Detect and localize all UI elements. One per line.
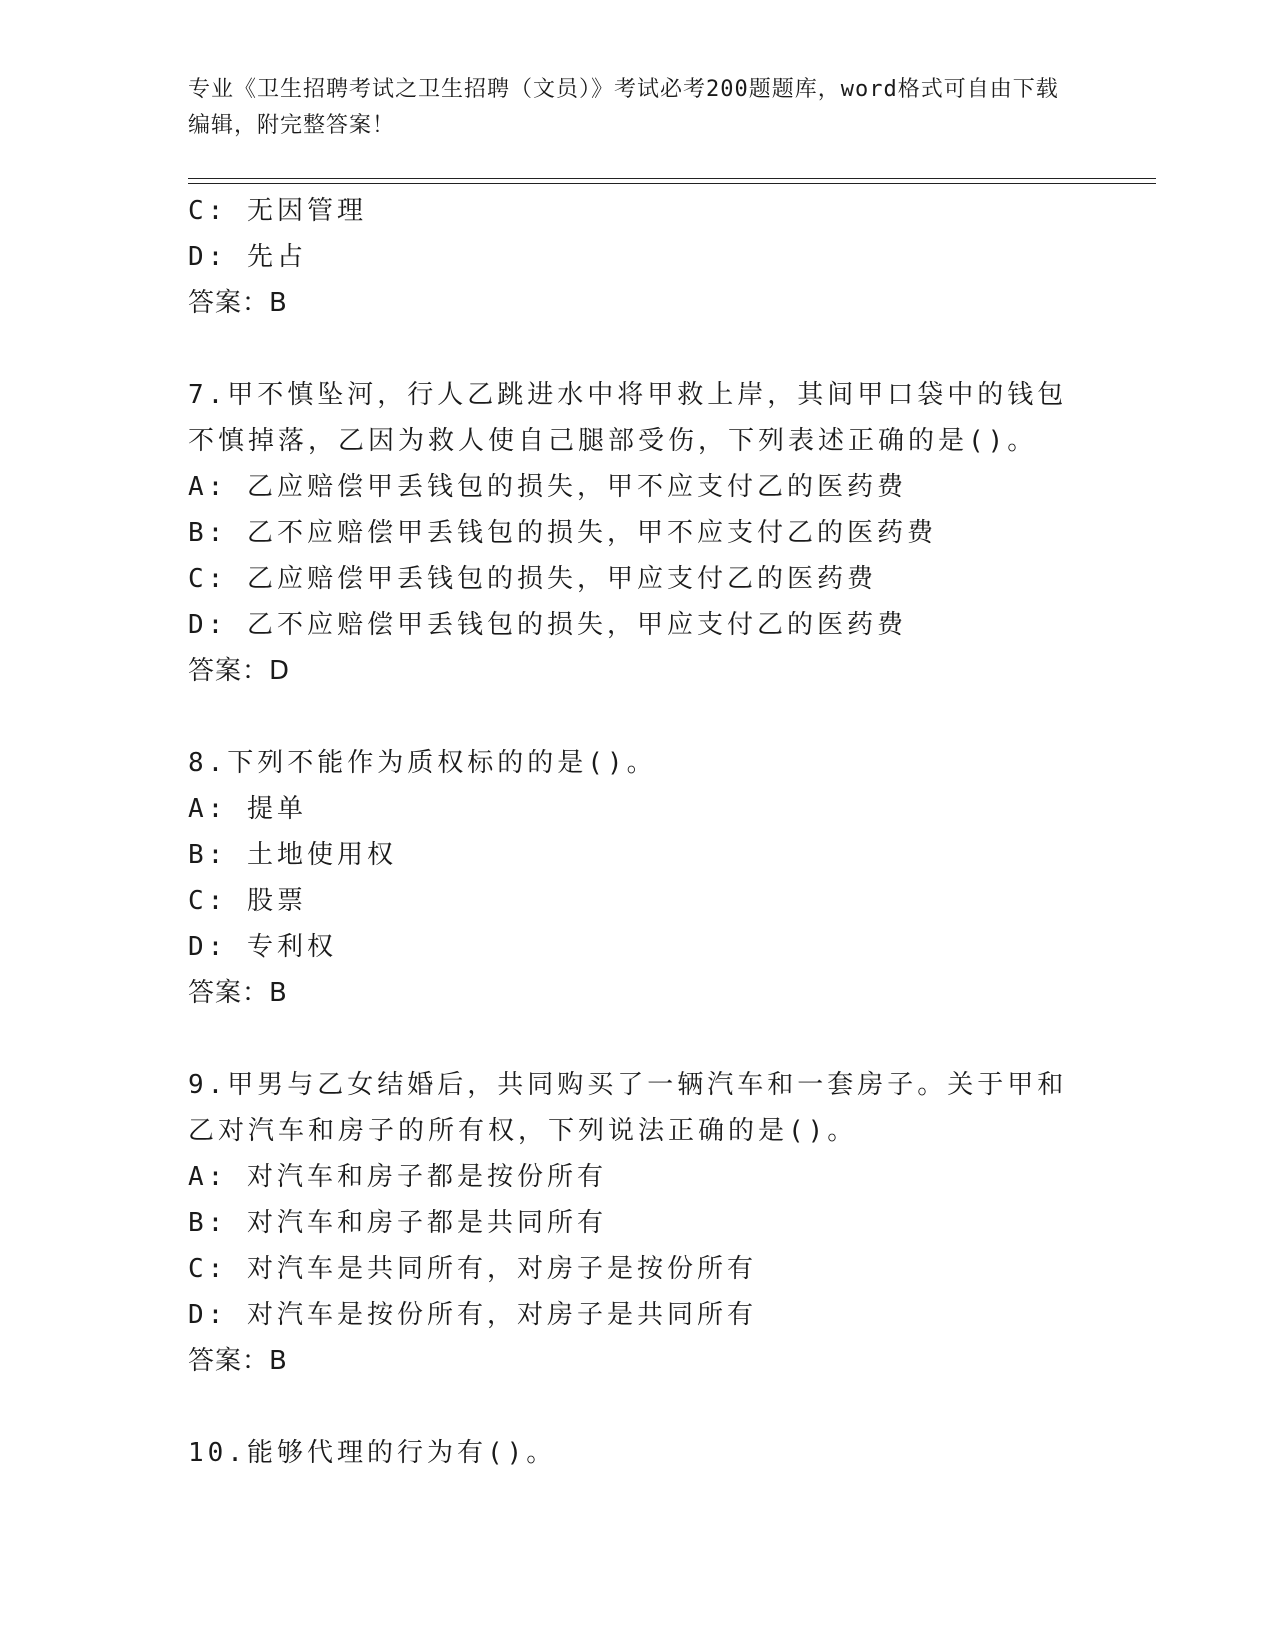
answer-line: 答案：D [188, 656, 291, 686]
option-line: D: 先占 [188, 242, 307, 272]
option-line: B: 乙不应赔偿甲丢钱包的损失，甲不应支付乙的医药费 [188, 518, 937, 548]
header-rule-top [188, 178, 1156, 179]
option-text: 对汽车和房子都是按份所有 [246, 1162, 607, 1192]
option-line: D: 对汽车是按份所有，对房子是共同所有 [188, 1300, 757, 1330]
answer-line: 答案：B [188, 1346, 288, 1376]
option-text: 乙不应赔偿甲丢钱包的损失，甲不应支付乙的医药费 [246, 518, 937, 548]
option-label: A [188, 794, 208, 824]
option-label: A [188, 472, 208, 502]
option-line: C: 乙应赔偿甲丢钱包的损失，甲应支付乙的医药费 [188, 564, 877, 594]
spacer [188, 1016, 1078, 1062]
question-stem: 7.甲不慎坠河，行人乙跳进水中将甲救上岸，其间甲口袋中的钱包不慎掉落，乙因为救人使自己腿部受伤，下列表述正确的是()。 [188, 380, 1068, 456]
option-text: 乙不应赔偿甲丢钱包的损失，甲应支付乙的医药费 [246, 610, 907, 640]
option-line: A: 对汽车和房子都是按份所有 [188, 1162, 607, 1192]
question-stem: 9.甲男与乙女结婚后，共同购买了一辆汽车和一套房子。关于甲和乙对汽车和房子的所有权，下列说法正确的是()。 [188, 1070, 1068, 1146]
question-stem: 10.能够代理的行为有()。 [188, 1438, 557, 1468]
option-label: B [188, 840, 208, 870]
option-label: D [188, 610, 208, 640]
option-label: D [188, 932, 208, 962]
answer-line: 答案：B [188, 978, 288, 1008]
option-text: 专利权 [246, 932, 337, 962]
option-text: 乙应赔偿甲丢钱包的损失，甲应支付乙的医药费 [246, 564, 877, 594]
option-label: B [188, 518, 208, 548]
spacer [188, 694, 1078, 740]
header-rule-bottom [188, 183, 1156, 184]
document-header: 专业《卫生招聘考试之卫生招聘（文员）》考试必考200题题库，word格式可自由下载编辑，附完整答案！ [188, 77, 1059, 138]
option-label: D [188, 1300, 208, 1330]
option-text: 对汽车和房子都是共同所有 [246, 1208, 607, 1238]
option-line: D: 专利权 [188, 932, 337, 962]
option-text: 提单 [246, 794, 307, 824]
option-line: C: 无因管理 [188, 196, 367, 226]
option-line: B: 对汽车和房子都是共同所有 [188, 1208, 607, 1238]
answer-line: 答案：B [188, 288, 288, 318]
option-text: 对汽车是按份所有，对房子是共同所有 [246, 1300, 757, 1330]
question-block [188, 1062, 1078, 1384]
spacer [188, 326, 1078, 372]
spacer [188, 1384, 1078, 1430]
option-line: C: 股票 [188, 886, 307, 916]
option-line: A: 提单 [188, 794, 307, 824]
question-block [188, 1430, 1078, 1476]
option-text: 先占 [246, 242, 307, 272]
option-text: 无因管理 [246, 196, 367, 226]
document-body [188, 188, 1078, 1476]
question-block [188, 372, 1078, 694]
option-label: C [188, 1254, 208, 1284]
option-line: C: 对汽车是共同所有，对房子是按份所有 [188, 1254, 757, 1284]
option-text: 土地使用权 [246, 840, 397, 870]
option-text: 对汽车是共同所有，对房子是按份所有 [246, 1254, 757, 1284]
option-label: D [188, 242, 208, 272]
question-stem: 8.下列不能作为质权标的的是()。 [188, 748, 657, 778]
option-label: C [188, 564, 208, 594]
option-label: C [188, 196, 208, 226]
option-line: A: 乙应赔偿甲丢钱包的损失，甲不应支付乙的医药费 [188, 472, 907, 502]
question-block [188, 740, 1078, 1016]
option-text: 乙应赔偿甲丢钱包的损失，甲不应支付乙的医药费 [246, 472, 907, 502]
option-label: C [188, 886, 208, 916]
option-line: B: 土地使用权 [188, 840, 397, 870]
option-label: B [188, 1208, 208, 1238]
option-label: A [188, 1162, 208, 1192]
option-line: D: 乙不应赔偿甲丢钱包的损失，甲应支付乙的医药费 [188, 610, 907, 640]
option-text: 股票 [246, 886, 307, 916]
